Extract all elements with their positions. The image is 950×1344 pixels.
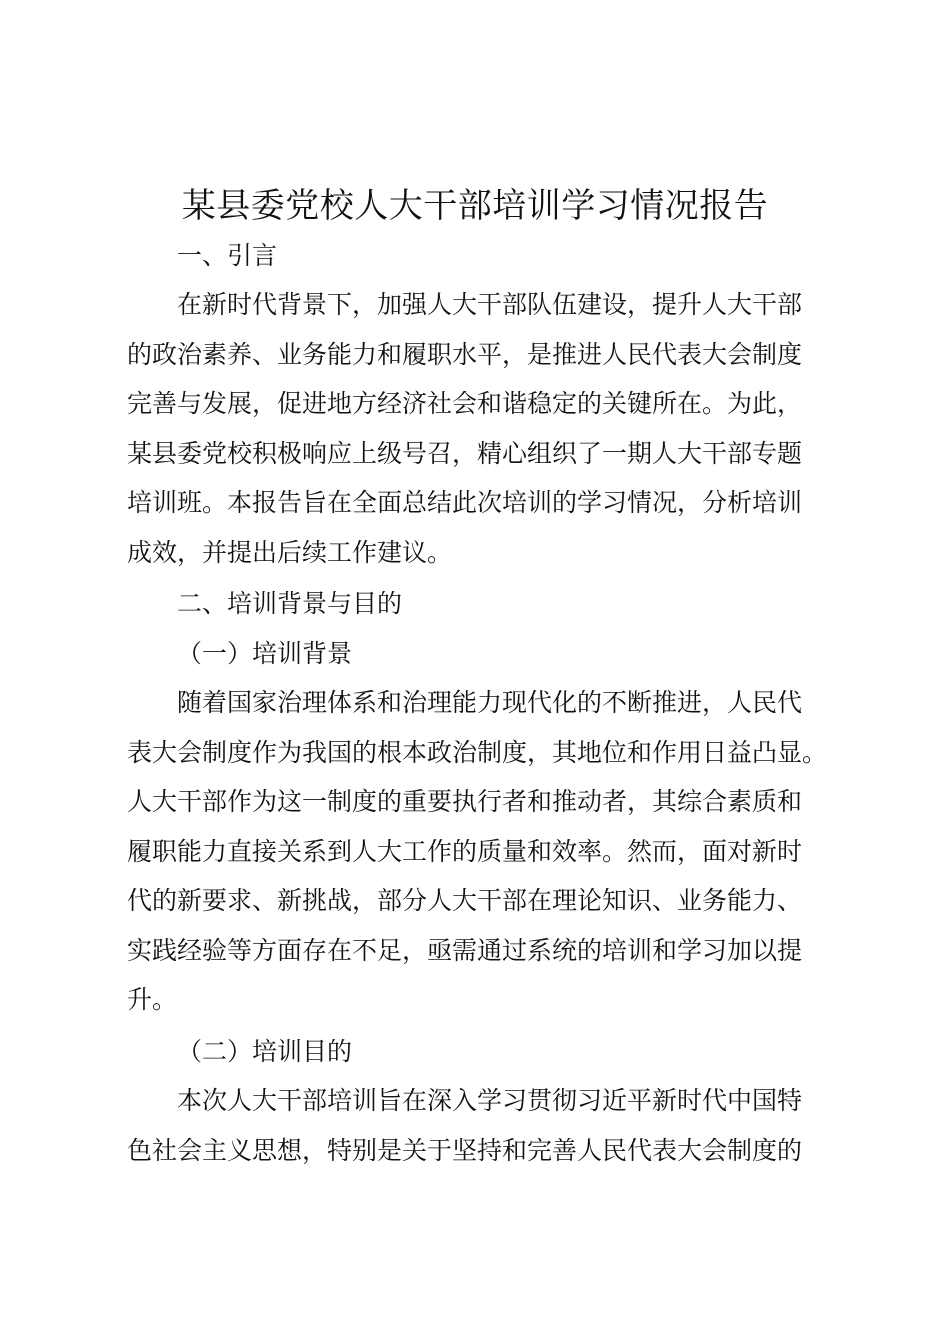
paragraph-line: 某县委党校积极响应上级号召，精心组织了一期人大干部专题 [127,439,803,468]
paragraph-line: 本次人大干部培训旨在深入学习贯彻习近平新时代中国特 [177,1086,803,1115]
document-title: 某县委党校人大干部培训学习情况报告 [181,186,769,226]
section-heading-background-purpose: 二、培训背景与目的 [177,589,403,618]
subsection-heading-background: （一）培训背景 [177,639,353,668]
paragraph-line: 完善与发展，促进地方经济社会和谐稳定的关键所在。为此， [127,389,803,418]
paragraph-line: 履职能力直接关系到人大工作的质量和效率。然而，面对新时 [127,837,803,866]
paragraph-line: 升。 [127,985,178,1014]
section-heading-introduction: 一、引言 [177,241,278,270]
paragraph-line: 色社会主义思想，特别是关于坚持和完善人民代表大会制度的 [127,1136,803,1165]
paragraph-line: 在新时代背景下，加强人大干部队伍建设，提升人大干部 [177,290,803,319]
subsection-heading-purpose: （二）培训目的 [177,1037,353,1066]
paragraph-line: 培训班。本报告旨在全面总结此次培训的学习情况，分析培训 [127,488,803,517]
paragraph-line: 随着国家治理体系和治理能力现代化的不断推进，人民代 [177,688,803,717]
paragraph-line: 代的新要求、新挑战，部分人大干部在理论知识、业务能力、 [127,886,803,915]
paragraph-line: 表大会制度作为我国的根本政治制度，其地位和作用日益凸显。 [127,738,828,767]
paragraph-line: 实践经验等方面存在不足，亟需通过系统的培训和学习加以提 [127,936,803,965]
paragraph-line: 的政治素养、业务能力和履职水平，是推进人民代表大会制度 [127,340,803,369]
paragraph-line: 成效，并提出后续工作建议。 [127,538,453,567]
paragraph-line: 人大干部作为这一制度的重要执行者和推动者，其综合素质和 [127,787,803,816]
